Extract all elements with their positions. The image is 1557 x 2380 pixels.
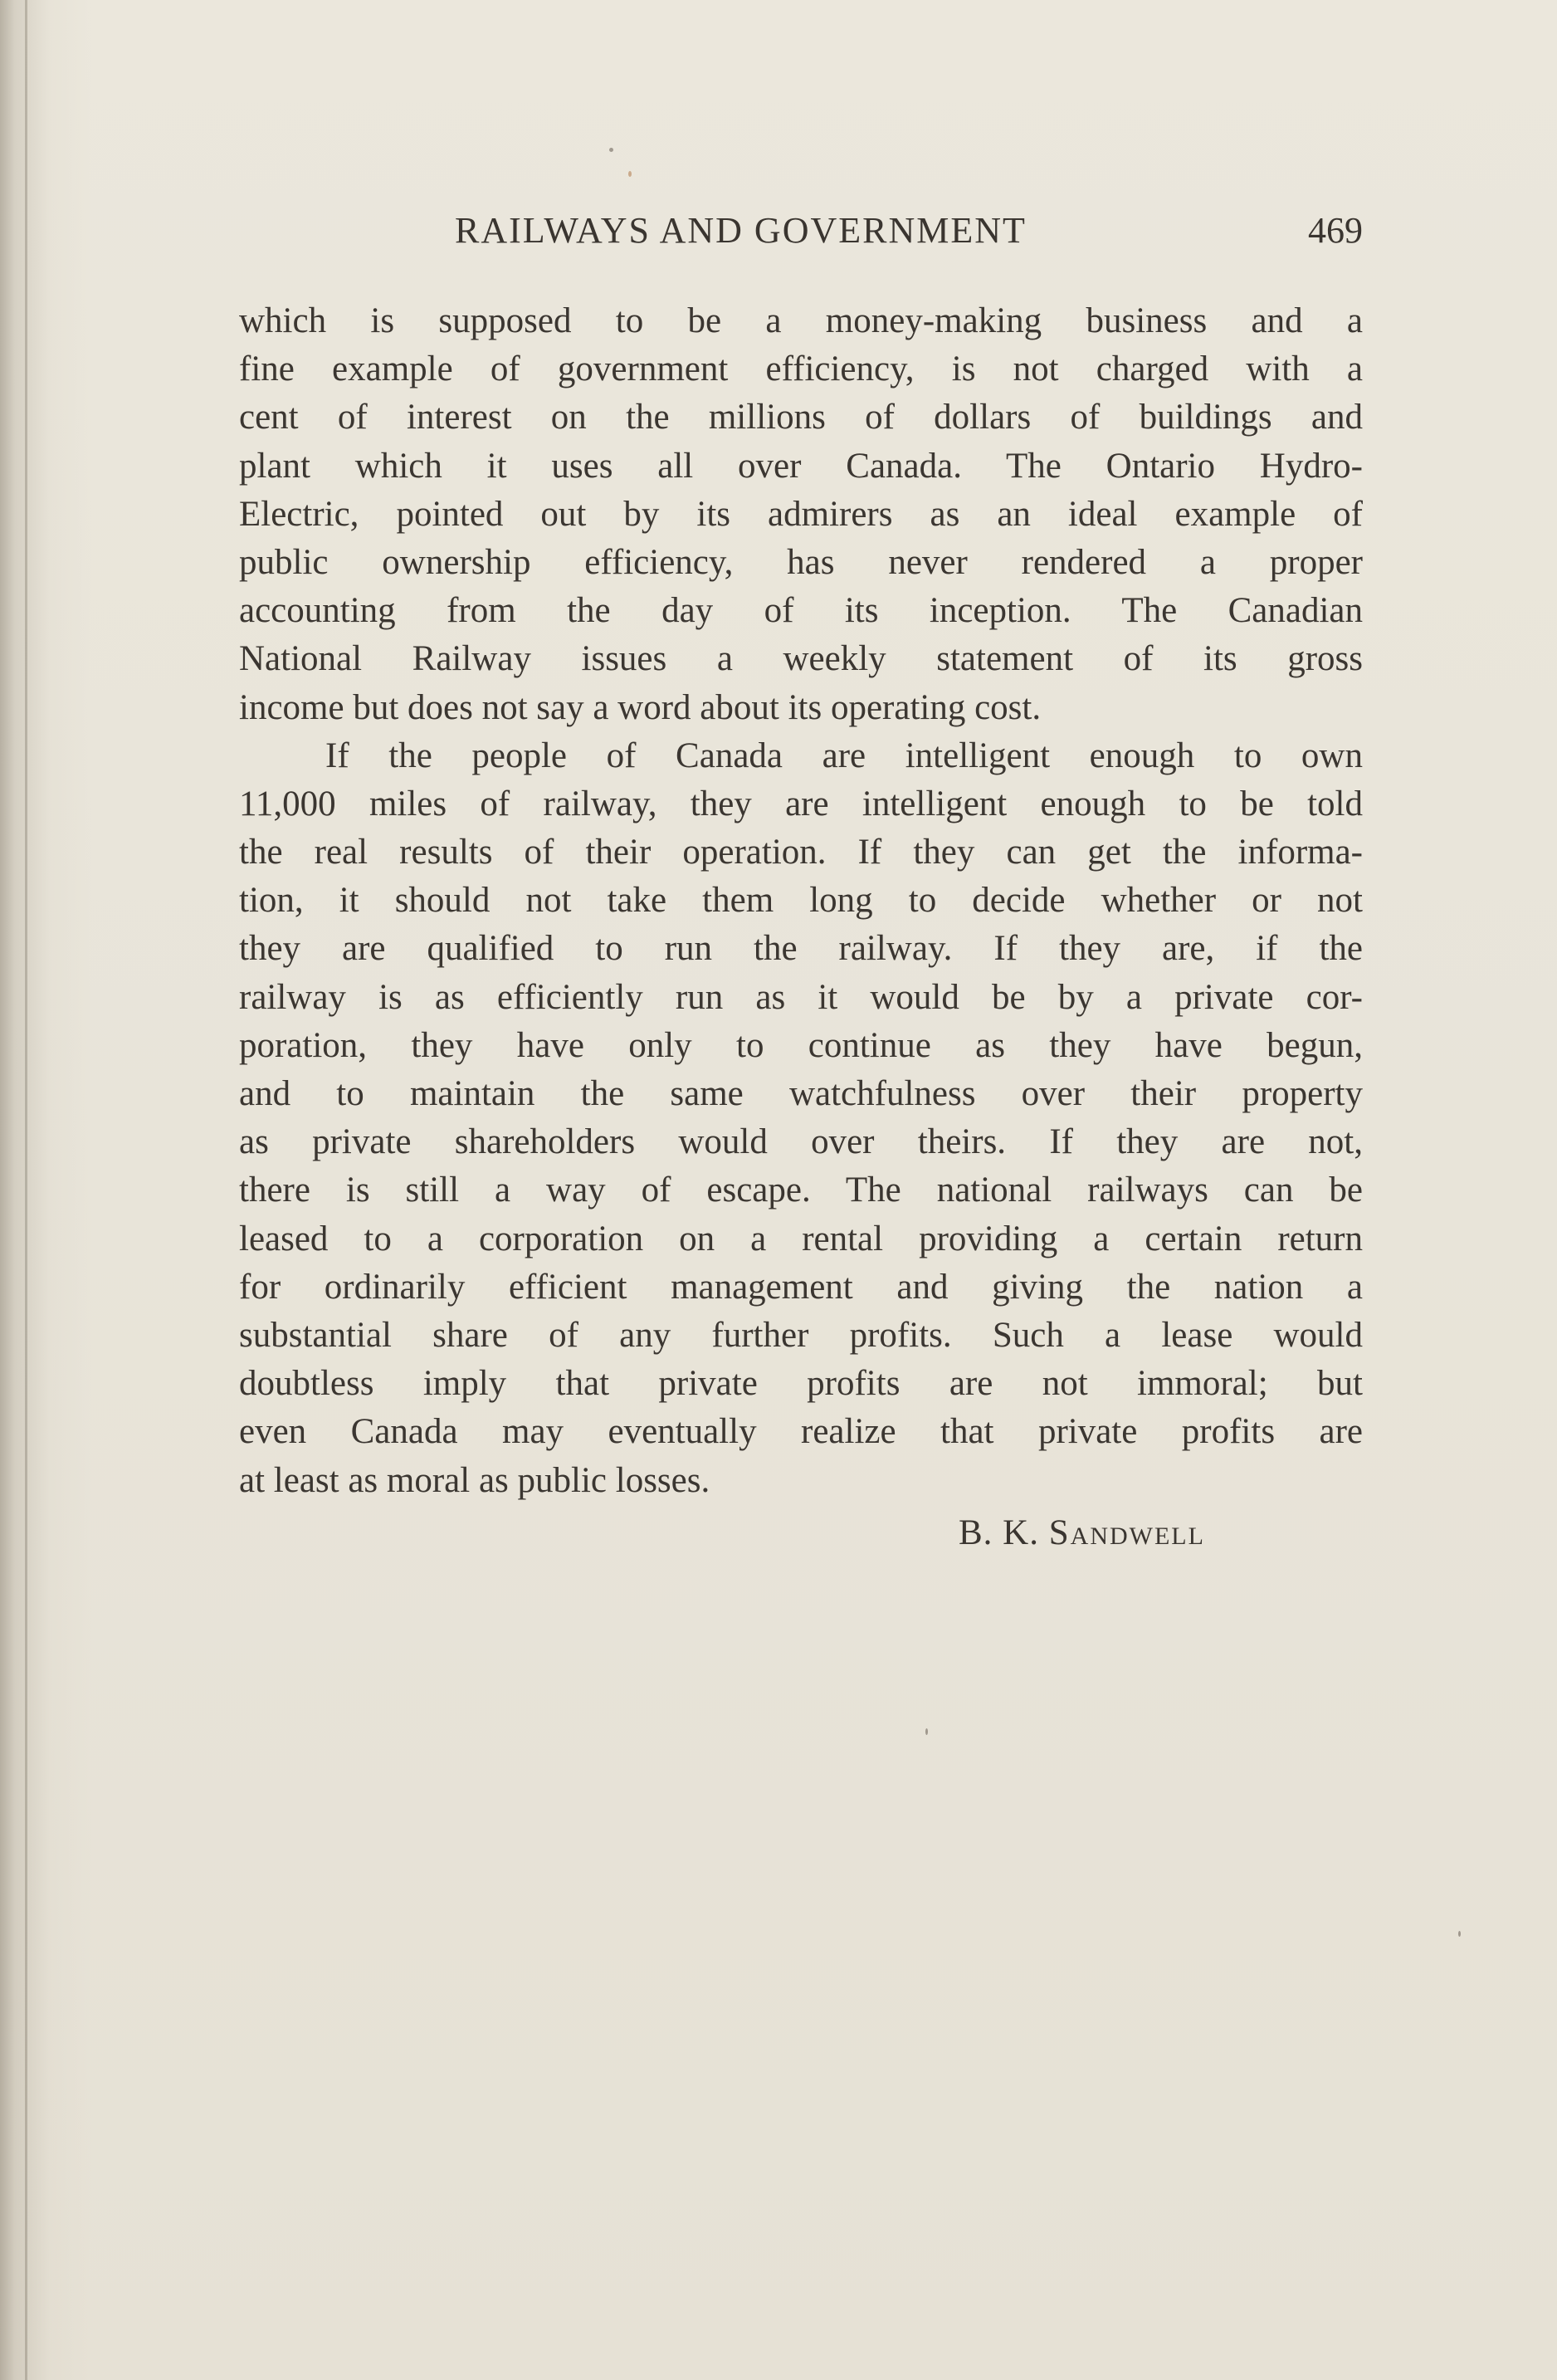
paper-speck xyxy=(1458,1931,1461,1937)
text-line: there is still a way of escape. The national railways can be xyxy=(239,1170,1363,1210)
text-line: at least as moral as public losses. xyxy=(239,1460,710,1500)
text-line: doubtless imply that private profits are not immoral; but xyxy=(239,1364,1363,1404)
text-line: poration, they have only to continue as they have begun, xyxy=(239,1025,1363,1065)
author-initials: B. K. xyxy=(959,1513,1039,1552)
author-surname: Sandwell xyxy=(1048,1513,1205,1552)
text-line: substantial share of any further profits. Such a lease would xyxy=(239,1315,1363,1355)
text-line: If the people of Canada are intelligent enough to own xyxy=(325,736,1363,775)
text-line: cent of interest on the millions of dollars of buildings and xyxy=(239,398,1363,437)
text-line: Electric, pointed out by its admirers as an ideal example of xyxy=(239,494,1363,534)
page-number: 469 xyxy=(1308,210,1363,251)
author-signature xyxy=(959,1513,1205,1553)
page-gutter-shadow xyxy=(25,0,27,2380)
text-line: even Canada may eventually realize that private profits are xyxy=(239,1412,1363,1452)
text-line: 11,000 miles of railway, they are intelligent enough to be told xyxy=(239,784,1363,823)
text-line: they are qualified to run the railway. If they are, if the xyxy=(239,929,1363,969)
text-line: National Railway issues a weekly statement of its gross xyxy=(239,639,1363,679)
page-header xyxy=(239,209,1363,259)
text-line: as private shareholders would over theirs. If they are not, xyxy=(239,1122,1363,1162)
text-line: plant which it uses all over Canada. The Ontario Hydro- xyxy=(239,446,1363,486)
article-body xyxy=(239,297,1363,1505)
paper-speck xyxy=(628,171,632,177)
text-line: fine example of government efficiency, is not charged with a xyxy=(239,349,1363,389)
text-line: railway is as efficiently run as it would be by a private cor- xyxy=(239,977,1363,1017)
text-line: and to maintain the same watchfulness over their property xyxy=(239,1074,1363,1113)
paper-speck xyxy=(925,1728,928,1735)
text-line: accounting from the day of its inception. The Canadian xyxy=(239,591,1363,631)
running-head: RAILWAYS AND GOVERNMENT xyxy=(455,210,1027,251)
text-line: tion, it should not take them long to decide whether or not xyxy=(239,881,1363,921)
text-line: income but does not say a word about its operating cost. xyxy=(239,687,1042,727)
text-line: which is supposed to be a money-making business and a xyxy=(239,301,1363,340)
text-line: public ownership efficiency, has never rendered a proper xyxy=(239,542,1363,582)
text-line: leased to a corporation on a rental providing a certain return xyxy=(239,1219,1363,1258)
text-line: for ordinarily efficient management and giving the nation a xyxy=(239,1267,1363,1307)
paper-speck xyxy=(609,148,613,152)
text-line: the real results of their operation. If they can get the informa- xyxy=(239,833,1363,872)
